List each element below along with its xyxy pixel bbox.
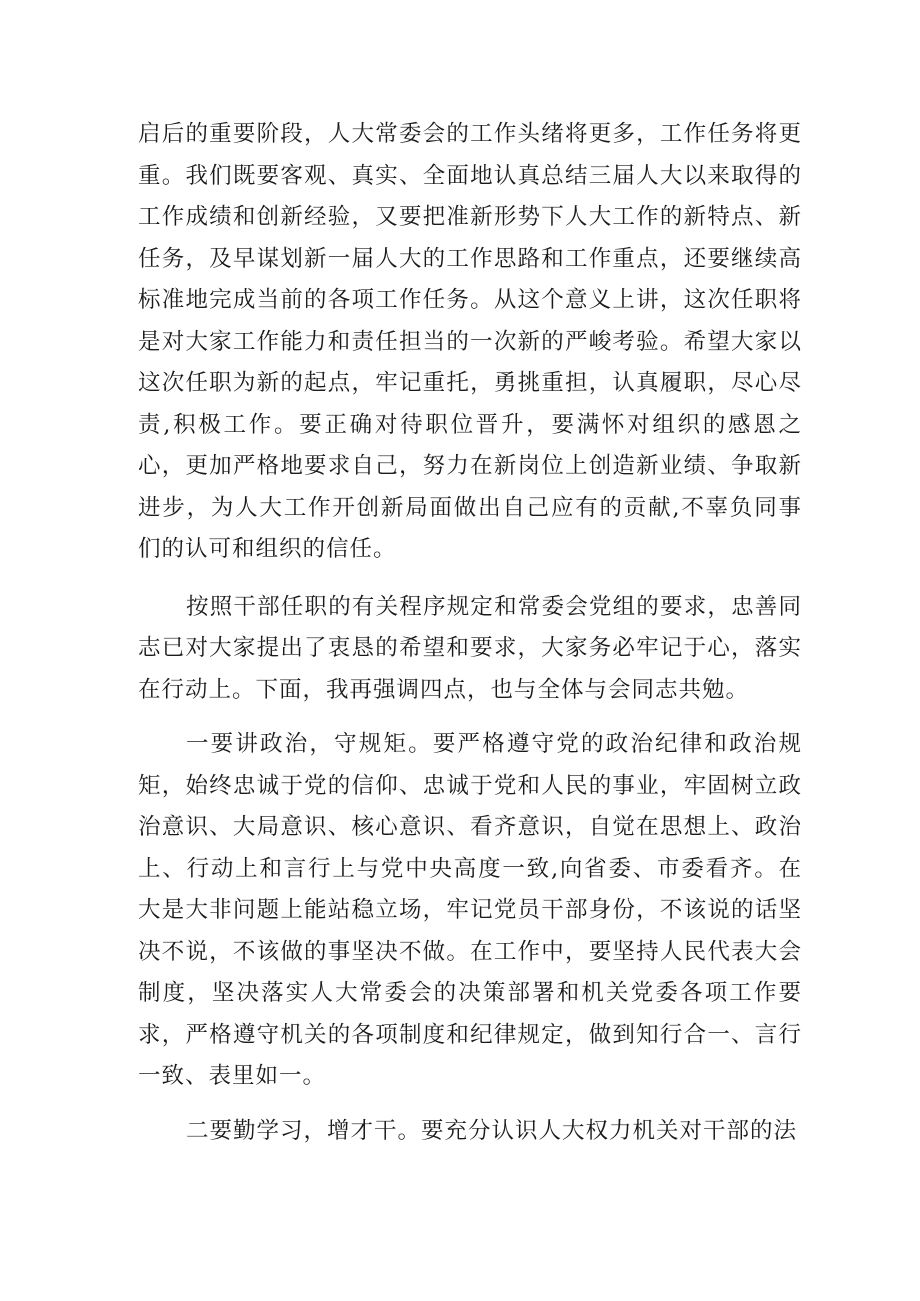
- document-body: [138, 114, 802, 1152]
- paragraph-point-one: 一要讲政治，守规矩。要严格遵守党的政治纪律和政治规矩，始终忠诚于党的信仰、忠诚于党和人民的事业，牢固树立政治意识、大局意识、核心意识、看齐意识，自觉在思想上、政治上、行动上和言行上与党中央高度一致,向省委、市委看齐。在大是大非问题上能站稳立场，牢记党员干部身份，不该说的话坚决不说，不该做的事坚决不做。在工作中，要坚持人民代表大会制度，坚决落实人大常委会的决策部署和机关党委各项工作要求，严格遵守机关的各项制度和纪律规定，做到知行合一、言行一致、表里如一。: [138, 731, 802, 1089]
- paragraph-procedure: 按照干部任职的有关程序规定和常委会党组的要求，忠善同志已对大家提出了衷恳的希望和要求，大家务必牢记于心，落实在行动上。下面，我再强调四点，也与全体与会同志共勉。: [138, 593, 802, 703]
- paragraph-point-two: 二要勤学习，增才干。要充分认识人大权力机关对干部的法: [186, 1117, 798, 1144]
- paragraph-continuation: 启后的重要阶段，人大常委会的工作头绪将更多，工作任务将更重。我们既要客观、真实、全面地认真总结三届人大以来取得的工作成绩和创新经验，又要把准新形势下人大工作的新特点、新任务，及早谋划新一届人大的工作思路和工作重点，还要继续高标准地完成当前的各项工作任务。从这个意义上讲，这次任职将是对大家工作能力和责任担当的一次新的严峻考验。希望大家以这次任职为新的起点，牢记重托，勇挑重担，认真履职，尽心尽责,积极工作。要正确对待职位晋升，要满怀对组织的感恩之心，更加严格地要求自己，努力在新岗位上创造新业绩、争取新进步，为人大工作开创新局面做出自己应有的贡献,不辜负同事们的认可和组织的信任。: [138, 121, 802, 562]
